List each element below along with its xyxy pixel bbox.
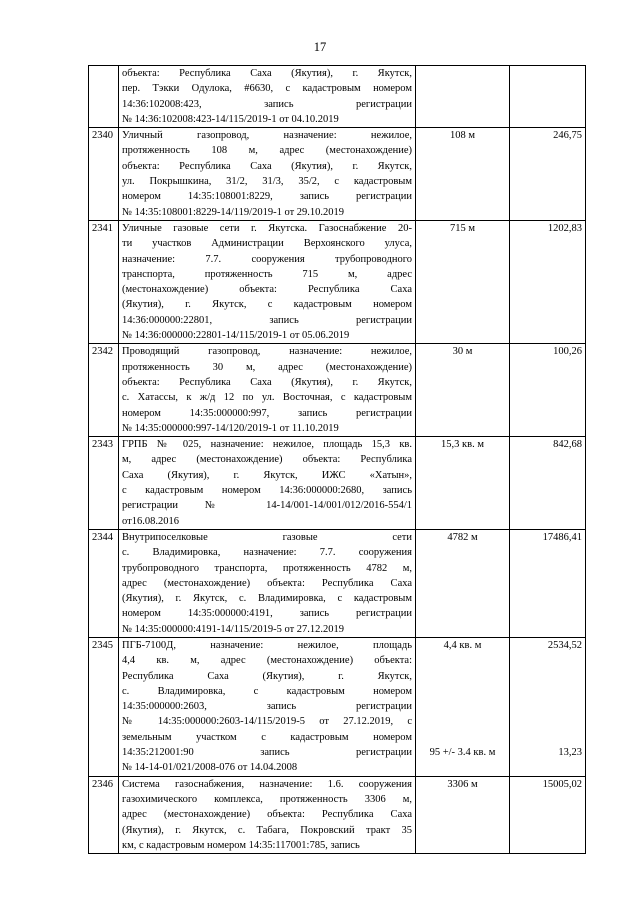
description-line: с. Хатассы, к ж/д 12 по ул. Восточная, с кадастровым	[122, 392, 412, 404]
description-cell	[119, 637, 416, 776]
description-line: № 14:35:000000:4191-14/115/2019-5 от 27.12.2019	[122, 623, 345, 635]
size-value: 715 м	[449, 222, 476, 234]
row-number-cell: 2340	[89, 128, 119, 221]
size-value: 30 м	[452, 346, 473, 358]
table-row	[89, 220, 586, 343]
description-line: 14:36:102008:423, запись регистрации	[122, 98, 412, 110]
value-cell	[510, 637, 586, 776]
cost-value: 15005,02	[542, 778, 582, 790]
cost-value: 1202,83	[547, 222, 582, 234]
description-line: от16.08.2016	[122, 515, 179, 527]
description-cell	[119, 344, 416, 437]
description-line: ГРПБ № 025, назначение: нежилое, площадь 15,3 кв.	[122, 439, 412, 451]
description-cell	[119, 128, 416, 221]
description-line: км, с кадастровым номером 14:35:117001:785, запись	[122, 839, 360, 851]
description-line: назначение: 7.7. сооружения трубопроводного	[122, 253, 412, 265]
size-cell	[416, 344, 510, 437]
land-size-value: 95 +/- 3.4 кв. м	[429, 747, 496, 759]
description-line: с. Владимировка, назначение: 7.7. сооружения	[122, 547, 412, 559]
table-row	[89, 128, 586, 221]
description-cell	[119, 437, 416, 530]
value-cell	[510, 776, 586, 853]
row-number-cell: 2346	[89, 776, 119, 853]
description-line: объекта: Республика Саха (Якутия), г. Якутск,	[122, 68, 412, 79]
description-cell	[119, 66, 416, 128]
cost-value: 246,75	[553, 130, 582, 142]
description-line: (Якутия), г. Якутск, с. Табага, Покровский тракт 35	[122, 824, 412, 836]
size-value: 108 м	[449, 130, 476, 142]
description-line: ти участков Администрации Верхоянского улуса,	[122, 238, 412, 250]
description-line: Республика Саха (Якутия), г. Якутск,	[122, 670, 412, 682]
description-line: объекта: Республика Саха (Якутия), г. Якутск,	[122, 376, 412, 388]
table-row	[89, 776, 586, 853]
value-cell	[510, 529, 586, 637]
description-line: ул. Покрышкина, 31/2, 31/3, 35/2, с кадастровым	[122, 176, 412, 188]
table-row	[89, 66, 586, 128]
description-line: Внутрипоселковые газовые сети	[122, 531, 412, 543]
cost-value: 17486,41	[542, 531, 582, 543]
description-line: м, адрес (местонахождение) объекта: Республика	[122, 454, 412, 466]
description-line: ПГБ-7100Д, назначение: нежилое, площадь	[122, 639, 412, 651]
land-cost-value: 13,23	[558, 747, 582, 759]
description-line: Проводящий газопровод, назначение: нежилое,	[122, 346, 412, 358]
value-cell	[510, 437, 586, 530]
description-line: адрес (местонахождение) объекта: Республика Саха	[122, 809, 412, 821]
table-row	[89, 437, 586, 530]
size-value: 4,4 кв. м	[443, 639, 482, 651]
description-cell	[119, 776, 416, 853]
row-number-cell	[89, 66, 119, 128]
page-number: 17	[313, 40, 327, 54]
description-line: номером 14:35:108001:8229, запись регистрации	[122, 191, 412, 203]
description-line: № 14:36:102008:423-14/115/2019-1 от 04.10.2019	[122, 113, 339, 125]
description-line: номером 14:35:000000:4191, запись регистрации	[122, 608, 412, 620]
property-register-table	[88, 65, 586, 854]
size-cell	[416, 220, 510, 343]
description-line: земельным участком с кадастровым номером	[122, 731, 412, 743]
description-line: Уличный газопровод, назначение: нежилое,	[122, 130, 412, 142]
description-line: протяженность 30 м, адрес (местонахождение)	[122, 361, 412, 373]
spacer	[419, 653, 506, 745]
description-line: № 14:35:108001:8229-14/119/2019-1 от 29.10.2019	[122, 206, 345, 218]
description-line: 14:36:000000:22801, запись регистрации	[122, 314, 412, 326]
size-cell	[416, 66, 510, 128]
description-line: объекта: Республика Саха (Якутия), г. Якутск,	[122, 160, 412, 172]
size-cell	[416, 529, 510, 637]
table-row	[89, 637, 586, 776]
row-number-cell: 2341	[89, 220, 119, 343]
description-line: 4,4 кв. м, адрес (местонахождение) объекта:	[122, 655, 412, 667]
description-line: адрес (местонахождение) объекта: Республика Саха	[122, 577, 412, 589]
description-line: (Якутия), г. Якутск, с кадастровым номером	[122, 299, 412, 311]
cost-value: 2534,52	[547, 639, 582, 651]
spacer	[513, 653, 582, 745]
size-cell	[416, 437, 510, 530]
row-number-cell: 2344	[89, 529, 119, 637]
size-cell	[416, 637, 510, 776]
value-cell	[510, 66, 586, 128]
value-cell	[510, 220, 586, 343]
size-value: 3306 м	[447, 778, 478, 790]
description-line: Уличные газовые сети г. Якутска. Газоснабжение 20-	[122, 222, 412, 234]
description-line: 14:35:000000:2603, запись регистрации	[122, 701, 412, 713]
description-line: (местонахождение) объекта: Республика Саха	[122, 284, 412, 296]
description-line: с. Владимировка, с кадастровым номером	[122, 685, 412, 697]
description-line: Саха (Якутия), г. Якутск, ИЖС «Хатын»,	[122, 469, 412, 481]
cost-value: 842,68	[553, 439, 582, 451]
description-line: номером 14:35:000000:997, запись регистрации	[122, 407, 412, 419]
description-line: № 14-14-01/021/2008-076 от 14.04.2008	[122, 762, 298, 774]
description-line: трубопроводного транспорта, протяженность 4782 м,	[122, 562, 412, 574]
table-row	[89, 529, 586, 637]
size-cell	[416, 776, 510, 853]
row-number-cell: 2343	[89, 437, 119, 530]
size-value: 15,3 кв. м	[441, 439, 484, 451]
value-cell	[510, 128, 586, 221]
description-line: № 14:35:000000:997-14/120/2019-1 от 11.10.2019	[122, 422, 339, 434]
description-line: пер. Тэкки Одулока, #6630, с кадастровым номером	[122, 83, 412, 95]
description-line: № 14:36:000000:22801-14/115/2019-1 от 05.06.2019	[122, 330, 350, 342]
description-line: газохимического комплекса, протяженность 3306 м,	[122, 793, 412, 805]
description-cell	[119, 220, 416, 343]
row-number-cell: 2345	[89, 637, 119, 776]
description-line: № 14:35:000000:2603-14/115/2019-5 от 27.12.2019, с	[122, 716, 412, 728]
cost-value: 100,26	[553, 346, 582, 358]
register-table-body	[89, 66, 586, 854]
description-line: 14:35:212001:90 запись регистрации	[122, 747, 412, 759]
value-cell	[510, 344, 586, 437]
description-line: регистрации № 14-14/001-14/001/012/2016-554/1	[122, 500, 412, 512]
description-line: протяженность 108 м, адрес (местонахождение)	[122, 145, 412, 157]
description-line: Система газоснабжения, назначение: 1.6. сооружения	[122, 778, 412, 790]
size-cell	[416, 128, 510, 221]
description-cell	[119, 529, 416, 637]
description-line: (Якутия), г. Якутск, с. Владимировка, с кадастровым	[122, 593, 412, 605]
size-value: 4782 м	[447, 531, 478, 543]
description-line: транспорта, протяженность 715 м, адрес	[122, 268, 412, 280]
row-number-cell: 2342	[89, 344, 119, 437]
description-line: с кадастровым номером 14:36:000000:2680, запись	[122, 485, 412, 497]
table-row	[89, 344, 586, 437]
